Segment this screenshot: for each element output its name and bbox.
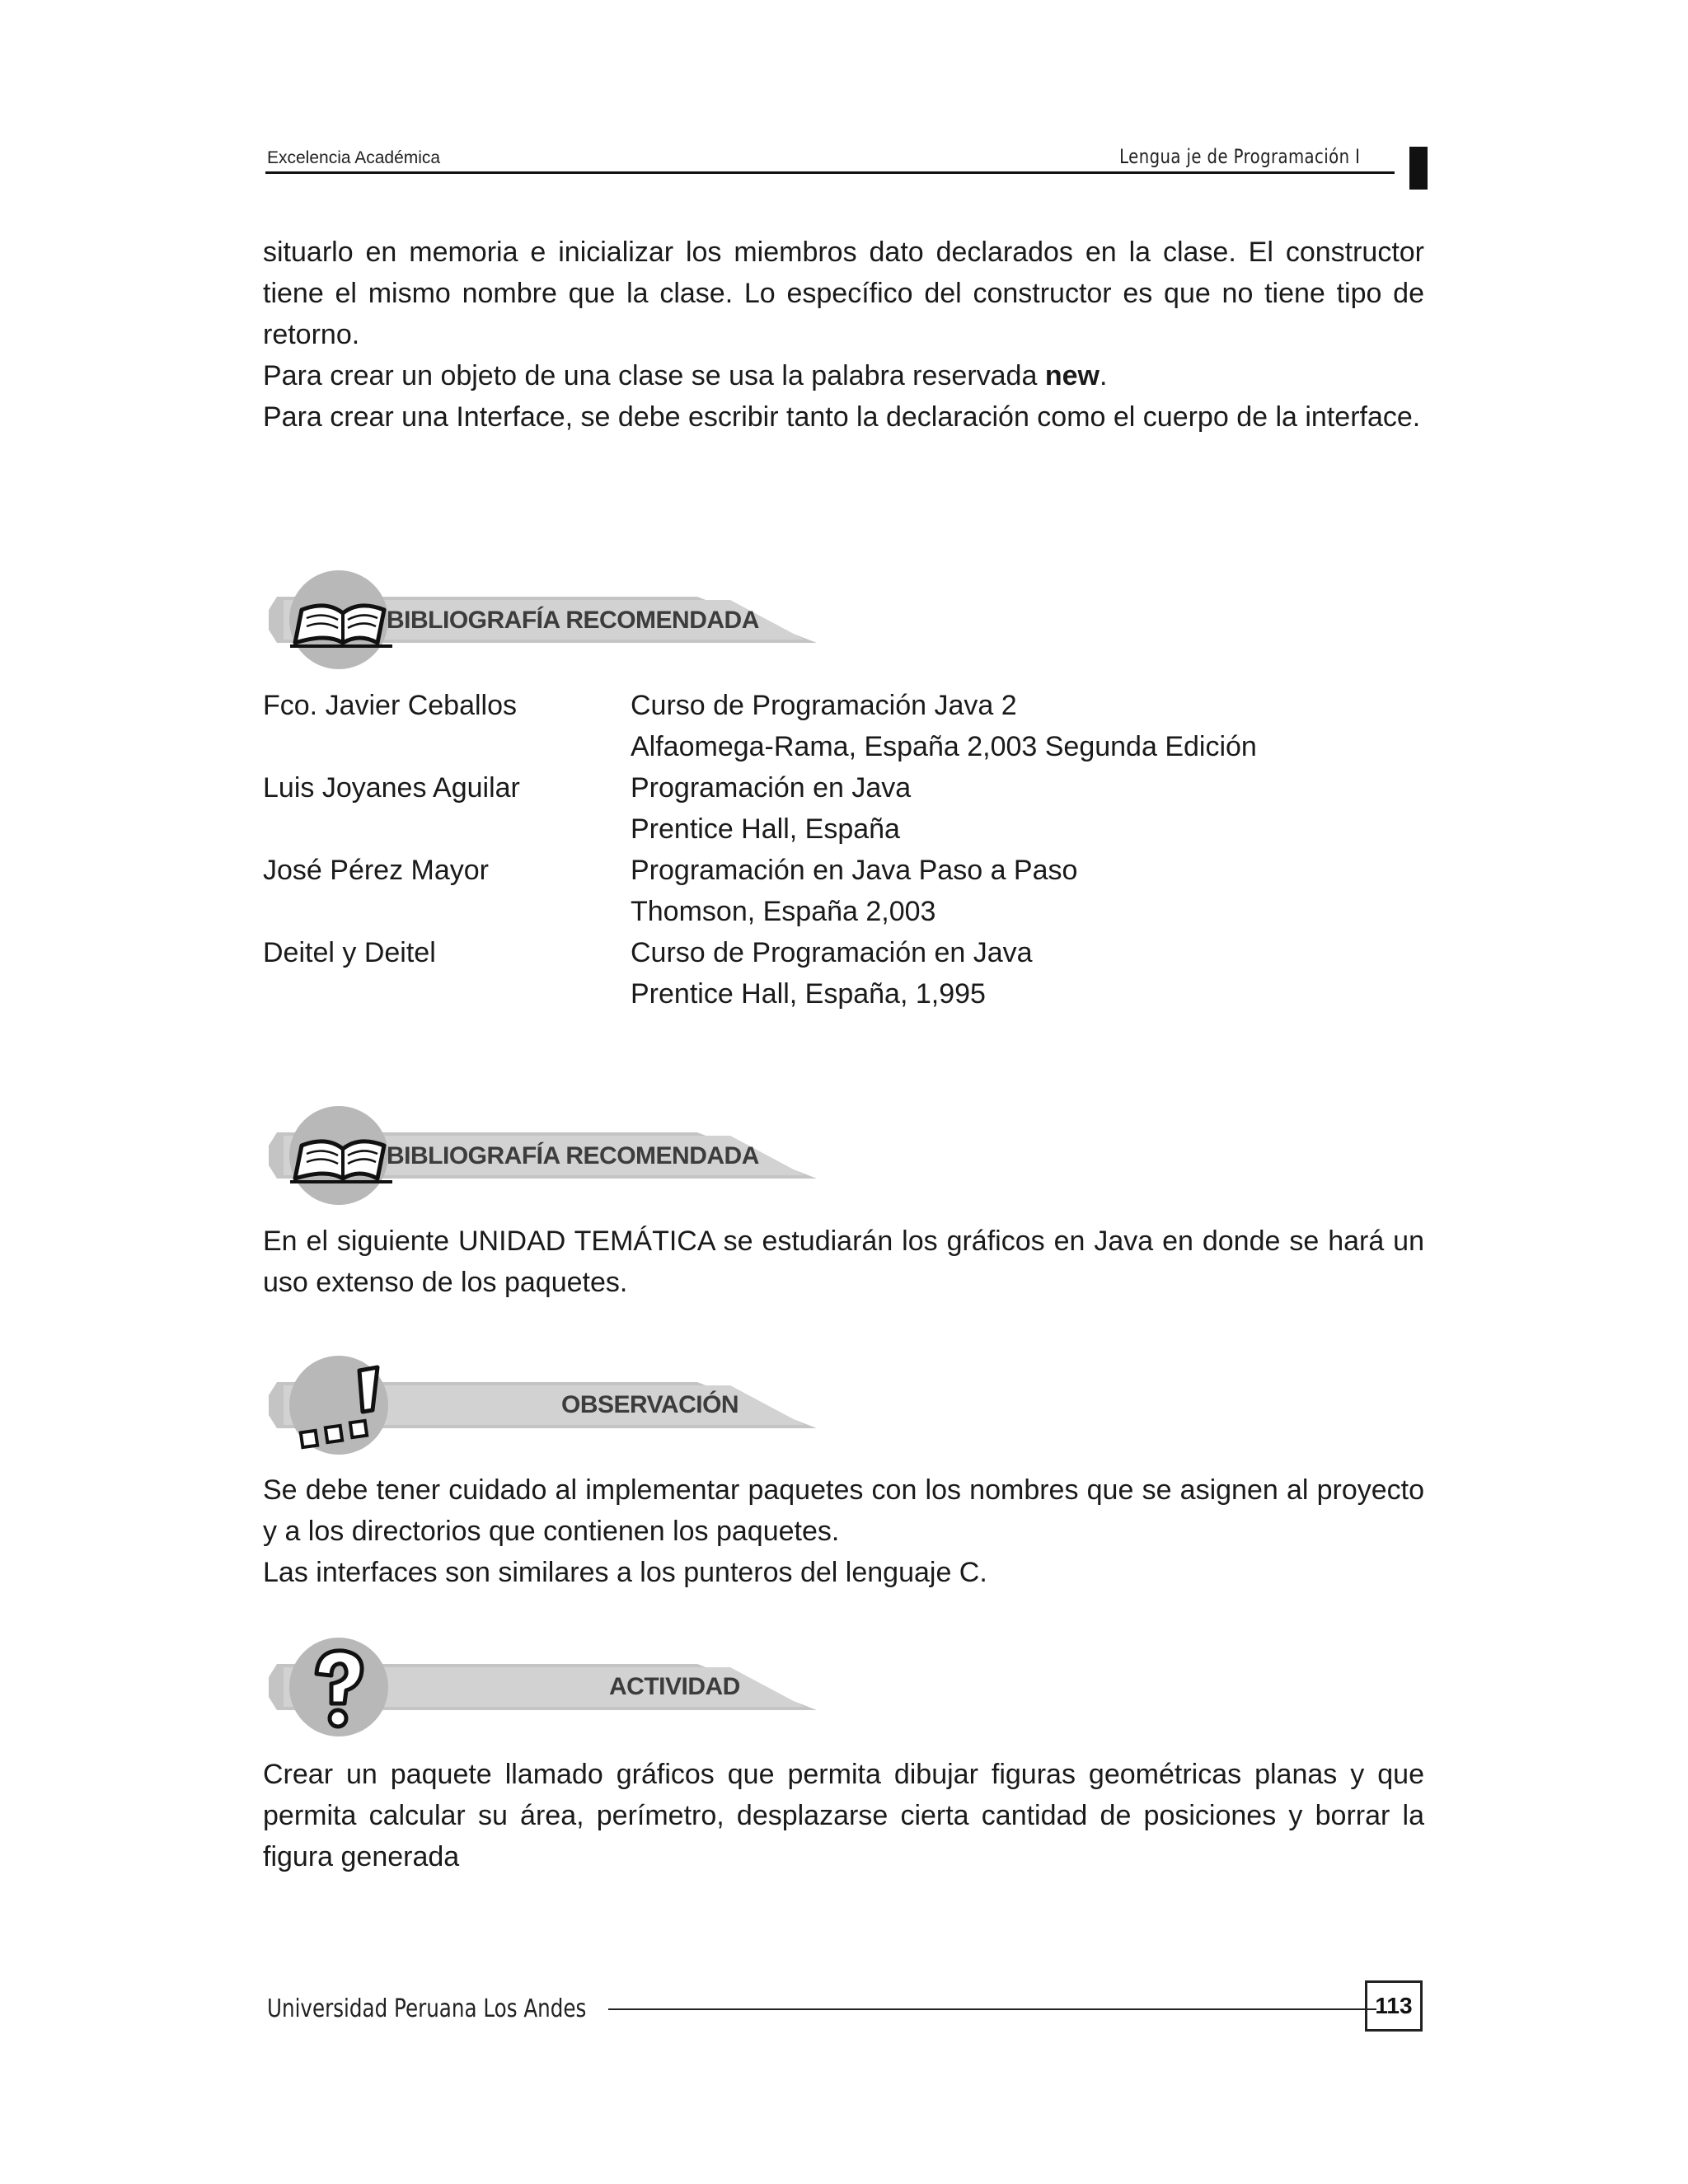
observation-paragraph-2: Las interfaces son similares a los punteros del lenguaje C. [263,1557,987,1588]
keyword-new: new [1044,360,1100,391]
bibliography-publisher: Prentice Hall, España, 1,995 [631,978,986,1010]
bibliography-author: José Pérez Mayor [263,855,489,886]
bibliography-work [631,850,1424,932]
bibliography-work [631,767,1424,850]
bibliography-publisher: Thomson, España 2,003 [631,896,936,927]
bibliografia-banner-2 [269,1106,821,1209]
bibliography-title: Curso de Programación Java 2 [631,690,1017,721]
bibliography-title: Programación en Java Paso a Paso [631,855,1078,886]
bibliografia-label-2: BIBLIOGRAFÍA RECOMENDADA [387,1142,759,1169]
intro-paragraph-2 [263,355,1424,396]
bibliography-author: Fco. Javier Ceballos [263,690,518,721]
header-course-title: Lengua je de Programación I [1118,145,1360,168]
bibliography-work [631,932,1424,1015]
activity-paragraph: Crear un paquete llamado gráficos que permita dibujar figuras geométricas planas y que permita calcular su área, perímetro, desplazarse cierta cantidad de posiciones y borrar la figura generada [263,1759,1424,1872]
header-rule [265,171,1395,174]
actividad-label: ACTIVIDAD [609,1673,740,1700]
bibliography-entry [263,685,1424,767]
open-book-icon [290,606,392,646]
page-footer [265,1978,1429,2037]
bibliography-author: Luis Joyanes Aguilar [263,772,520,804]
bibliography-title: Curso de Programación en Java [631,937,1033,968]
bibliography-title: Programación en Java [631,772,912,804]
page-number: 113 [1365,1980,1423,2032]
bibliography-entry [263,767,1424,850]
header-institution: Excelencia Académica [267,148,441,167]
bibliography-work [631,685,1424,767]
bibliography-publisher: Prentice Hall, España [631,813,900,845]
bibliografia-banner-1 [269,570,821,673]
open-book-icon [290,1141,392,1182]
page-header [265,140,1401,176]
bibliography-list [263,685,1424,1015]
footer-university: Universidad Peruana Los Andes [267,1994,587,2023]
observacion-label: OBSERVACIÓN [561,1391,739,1418]
intro-paragraph-1: situarlo en memoria e inicializar los miembros dato declarados en la clase. El constructor tiene el mismo nombre que la clase. Lo específico del constructor es que no tiene tipo de retorno. [263,237,1424,350]
bibliography-entry [263,850,1424,932]
bibliography-author: Deitel y Deitel [263,937,436,968]
header-tab-mark [1409,147,1428,190]
bibliography-publisher: Alfaomega-Rama, España 2,003 Segunda Edición [631,731,1257,762]
bibliografia-label-1: BIBLIOGRAFÍA RECOMENDADA [387,607,759,634]
intro-paragraph-3: Para crear una Interface, se debe escribir tanto la declaración como el cuerpo de la interface. [263,401,1421,433]
bibliography-entry [263,932,1424,1015]
intro-p2-suffix: . [1099,360,1108,391]
intro-p2-prefix: Para crear un objeto de una clase se usa la palabra reservada [263,360,1045,391]
actividad-banner [269,1638,821,1741]
observacion-banner [269,1356,821,1459]
footer-rule [608,2008,1376,2010]
observation-paragraph-1: Se debe tener cuidado al implementar paquetes con los nombres que se asignen al proyecto y a los directorios que contienen los paquetes. [263,1474,1424,1547]
next-unit-paragraph: En el siguiente UNIDAD TEMÁTICA se estudiarán los gráficos en Java en donde se hará un uso extenso de los paquetes. [263,1226,1424,1298]
